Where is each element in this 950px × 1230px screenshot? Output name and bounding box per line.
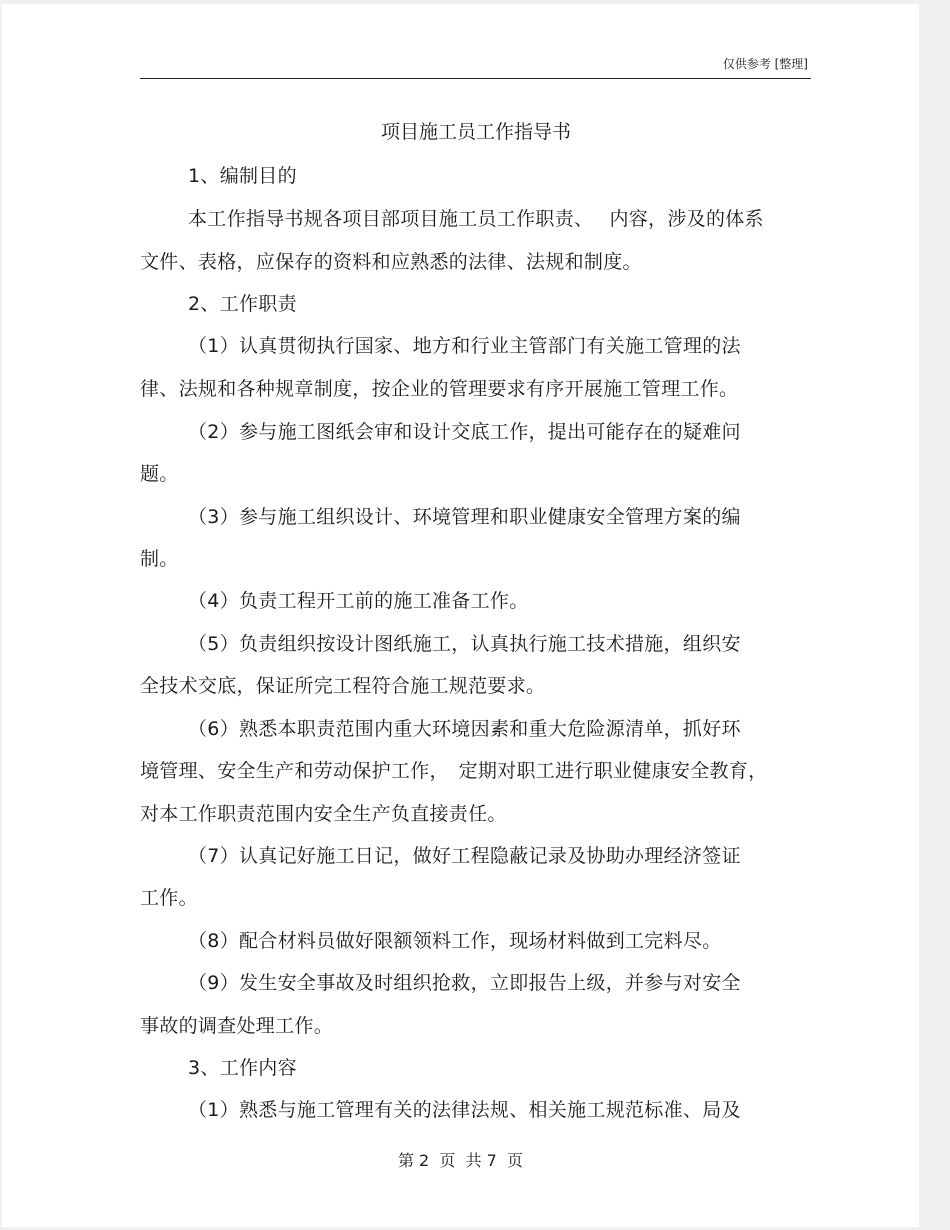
section-heading: 1、编制目的 — [188, 165, 297, 187]
paragraph-line: 本工作指导书规各项目部项目施工员工作职责、 内容，涉及的体系 — [188, 208, 764, 230]
document-page — [2, 4, 919, 1227]
paragraph-line: （8）配合材料员做好限额领料工作，现场材料做到工完料尽。 — [188, 930, 722, 952]
paragraph-line: 事故的调查处理工作。 — [140, 1015, 334, 1037]
paragraph-line: （6）熟悉本职责范围内重大环境因素和重大危险源清单，抓好环 — [188, 718, 741, 740]
paragraph-line: （3）参与施工组织设计、环境管理和职业健康安全管理方案的编 — [188, 506, 741, 528]
paragraph-line: 题。 — [140, 463, 179, 485]
header-note: 仅供参考 [整理] — [722, 57, 808, 71]
paragraph-line: （9）发生安全事故及时组织抢救，立即报告上级，并参与对安全 — [188, 972, 741, 994]
document-title: 项目施工员工作指导书 — [380, 121, 571, 143]
paragraph-line: 境管理、安全生产和劳动保护工作， 定期对职工进行职业健康安全教育， — [140, 760, 768, 782]
section-heading: 3、工作内容 — [188, 1057, 297, 1079]
paragraph-line: 工作。 — [140, 887, 198, 909]
paragraph-line: （4）负责工程开工前的施工准备工作。 — [188, 590, 529, 612]
paragraph-line: 律、法规和各种规章制度，按企业的管理要求有序开展施工管理工作。 — [140, 378, 739, 400]
paragraph-line: （5）负责组织按设计图纸施工，认真执行施工技术措施，组织安 — [188, 633, 741, 655]
paragraph-line: （1）熟悉与施工管理有关的法律法规、相关施工规范标准、局及 — [188, 1099, 741, 1121]
paragraph-line: 文件、表格，应保存的资料和应熟悉的法律、法规和制度。 — [140, 251, 642, 273]
section-heading: 2、工作职责 — [188, 293, 297, 315]
paragraph-line: 制。 — [140, 548, 179, 570]
paragraph-line: 全技术交底，保证所完工程符合施工规范要求。 — [140, 675, 546, 697]
header-rule — [140, 78, 811, 79]
paragraph-line: （1）认真贯彻执行国家、地方和行业主管部门有关施工管理的法 — [188, 335, 741, 357]
paragraph-line: （2）参与施工图纸会审和设计交底工作，提出可能存在的疑难问 — [188, 421, 741, 443]
paragraph-line: （7）认真记好施工日记，做好工程隐蔽记录及协助办理经济签证 — [188, 845, 741, 867]
page-number-footer: 第 2 页 共 7 页 — [397, 1151, 524, 1170]
paragraph-line: 对本工作职责范围内安全生产负直接责任。 — [140, 803, 507, 825]
